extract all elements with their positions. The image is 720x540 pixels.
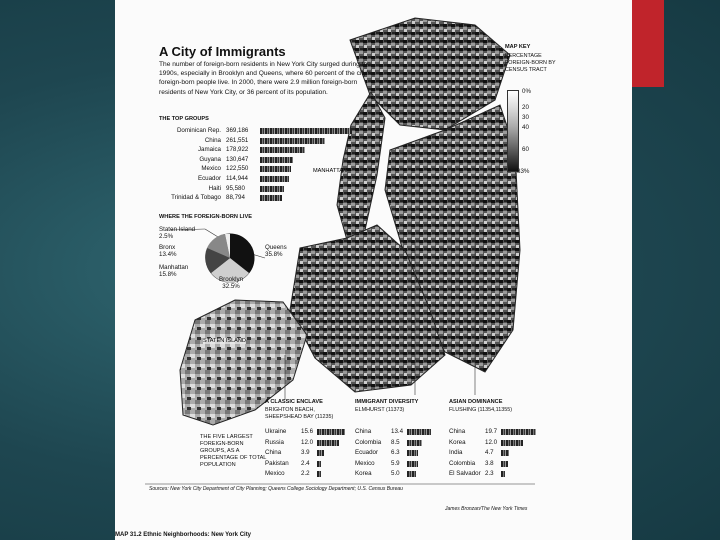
panel-title: IMMIGRANT DIVERSITY xyxy=(355,399,419,405)
map-key-gradient xyxy=(507,90,519,172)
panel-row-name: Ukraine xyxy=(265,428,287,435)
pie-label-brooklyn: Brooklyn 32.5% xyxy=(219,276,244,290)
panel-row-name: El Salvador xyxy=(449,470,481,477)
where-heading: WHERE THE FOREIGN-BORN LIVE xyxy=(159,214,252,220)
pie-label-staten-island: Staten Island 2.5% xyxy=(159,226,196,240)
pie-label-manhattan: Manhattan 15.8% xyxy=(159,264,189,278)
map-key-tick-30: 30 xyxy=(522,114,529,121)
map-key-tick-0: 0% xyxy=(522,88,531,95)
panel-row-name: China xyxy=(355,428,372,435)
top-group-bar xyxy=(260,128,352,134)
top-group-name: Ecuador xyxy=(197,175,221,182)
top-group-value: 130,647 xyxy=(226,155,249,163)
top-group-bar xyxy=(260,147,305,153)
panel-row-value: 19.7 xyxy=(485,428,498,435)
panel-row-value: 13.4 xyxy=(391,428,404,435)
panel-row-bar xyxy=(407,471,416,477)
panel-row-bar xyxy=(407,450,418,456)
manhattan-area xyxy=(337,92,385,240)
panel-row-value: 3.8 xyxy=(485,459,494,467)
panel-subtitle: BRIGHTON BEACH, SHEEPSHEAD BAY (11235) xyxy=(265,407,334,420)
panel-row-name: China xyxy=(449,428,466,435)
top-group-bar xyxy=(260,176,289,182)
map-label-staten-island: STATEN ISLAND xyxy=(203,338,246,344)
panel-row-bar xyxy=(317,471,321,477)
page-title: A City of Immigrants xyxy=(159,44,286,59)
top-group-bar xyxy=(260,195,282,201)
panel-row-bar xyxy=(407,429,431,435)
top-group-name: Haiti xyxy=(208,184,221,192)
panel-row-bar xyxy=(317,429,345,435)
map-key-tick-83: 83% xyxy=(517,168,530,175)
panel-title: ASIAN DOMINANCE xyxy=(449,399,503,405)
top-group-name: Jamaica xyxy=(197,146,221,154)
pie-label-queens: Queens 35.8% xyxy=(265,244,287,258)
top-group-value: 369,186 xyxy=(226,127,249,134)
panel-row-bar xyxy=(407,461,418,467)
panel-row-value: 6.3 xyxy=(391,449,400,456)
credit-text: James Bronzan/The New York Times xyxy=(445,506,528,512)
panel-row-value: 4.7 xyxy=(485,449,494,456)
panel-row-value: 2.2 xyxy=(301,470,310,477)
map-key-tick-20: 20 xyxy=(522,104,529,111)
panel-row-bar xyxy=(501,429,536,435)
five-largest-note: THE FIVE LARGEST FOREIGN-BORN GROUPS, AS A PERCENTAGE OF TOTAL POPULATION xyxy=(200,434,267,468)
top-group-value: 114,944 xyxy=(226,175,248,182)
top-group-bar xyxy=(260,186,284,192)
sources-text: Sources: New York City Department of City Planning; Queens College Sociology Department; U.S. Census Bureau xyxy=(149,486,403,492)
panel-row-name: Mexico xyxy=(355,459,375,467)
top-group-value: 88,794 xyxy=(226,194,245,202)
panel-row-value: 15.6 xyxy=(301,428,314,435)
top-group-name: Dominican Rep. xyxy=(176,127,221,134)
figure-caption: MAP 31.2 Ethnic Neighborhoods: New York City xyxy=(115,532,252,538)
panel-row-name: Pakistan xyxy=(265,459,289,467)
panel-row-bar xyxy=(317,450,324,456)
panel-row-value: 12.0 xyxy=(485,438,498,446)
map-key-tick-40: 40 xyxy=(522,124,529,131)
top-group-bar xyxy=(260,157,293,163)
panel-title: A CLASSIC ENCLAVE xyxy=(265,399,323,405)
panel-row-value: 12.0 xyxy=(301,438,314,446)
top-groups-heading: THE TOP GROUPS xyxy=(159,116,209,122)
accent-bar xyxy=(632,0,664,87)
intro-text: The number of foreign-born residents in New York City surged during the 1990s, especially in Brooklyn and Queens, where 60 percent of the city's foreign-born people live. In 2000, there were 2.9 million foreign-born residents of New York City, or 36 percent of its population. xyxy=(159,61,372,96)
panel-subtitle: FLUSHING (11354,11355) xyxy=(449,407,513,413)
panel-row-bar xyxy=(501,471,505,477)
pie-label-bronx: Bronx 13.4% xyxy=(159,244,177,258)
panel-row-bar xyxy=(407,440,422,446)
panel-row-value: 2.3 xyxy=(485,470,494,477)
top-group-name: Trinidad & Tobago xyxy=(171,194,221,202)
panel-row-name: India xyxy=(449,449,463,456)
panel-subtitle: ELMHURST (11373) xyxy=(355,407,405,413)
map-key-tick-60: 60 xyxy=(522,146,529,153)
panel-row-name: Russia xyxy=(265,438,284,446)
top-group-value: 122,550 xyxy=(226,165,249,173)
top-group-value: 178,922 xyxy=(226,146,249,154)
top-group-name: China xyxy=(204,136,221,144)
map-label-manhattan: MANHATTAN xyxy=(313,168,347,174)
panel-row-value: 8.5 xyxy=(391,438,400,446)
top-group-bar xyxy=(260,138,325,144)
panel-row-bar xyxy=(501,450,509,456)
top-group-name: Guyana xyxy=(199,155,221,163)
scanned-page xyxy=(115,0,632,540)
panel-row-bar xyxy=(501,461,508,467)
panel-row-value: 5.9 xyxy=(391,459,400,467)
panel-row-name: Mexico xyxy=(265,470,285,477)
panel-row-name: Korea xyxy=(355,470,372,477)
top-group-name: Mexico xyxy=(201,165,221,173)
map-key-title: MAP KEY xyxy=(505,44,531,50)
map-key-subtitle: PERCENTAGE FOREIGN-BORN BY CENSUS TRACT xyxy=(505,53,556,73)
panel-row-name: Ecuador xyxy=(355,449,379,456)
top-group-bar xyxy=(260,166,291,172)
panel-row-name: China xyxy=(265,449,282,456)
top-group-value: 261,551 xyxy=(226,136,249,144)
panel-row-name: Korea xyxy=(449,438,466,446)
panel-row-bar xyxy=(317,440,339,446)
panel-row-name: Colombia xyxy=(355,438,382,446)
panel-row-value: 3.9 xyxy=(301,449,310,456)
panel-row-value: 2.4 xyxy=(301,459,310,467)
panel-row-name: Colombia xyxy=(449,459,476,467)
panel-row-value: 5.0 xyxy=(391,470,400,477)
panel-row-bar xyxy=(317,461,321,467)
panel-row-bar xyxy=(501,440,523,446)
top-group-value: 95,580 xyxy=(226,184,245,192)
